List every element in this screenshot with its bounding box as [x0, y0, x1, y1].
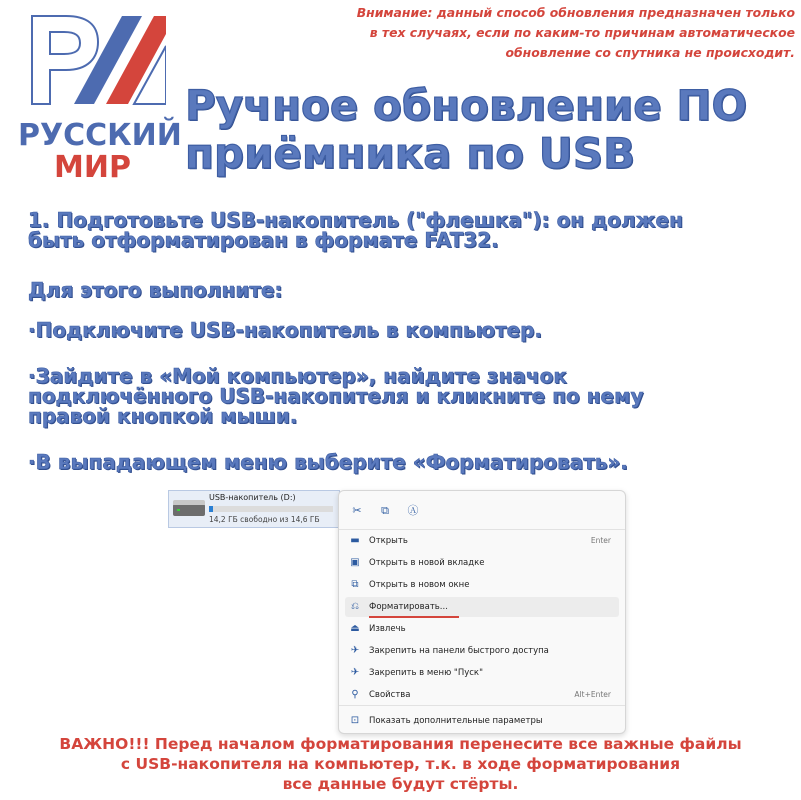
logo-mark-icon: [26, 12, 166, 112]
menu-item-shortcut: Alt+Enter: [574, 690, 611, 699]
menu-item-more-options[interactable]: [345, 711, 619, 731]
usb-drive-icon: [173, 504, 205, 516]
top-warning-line: Внимание: данный способ обновления предназначен только: [356, 5, 795, 20]
bullet-dot: ·: [28, 364, 36, 388]
menu-item-label: Свойства: [369, 690, 411, 700]
menu-item-format[interactable]: [345, 597, 619, 617]
usb-drive-tile[interactable]: [168, 490, 340, 528]
rename-icon[interactable]: Ⓐ: [407, 504, 419, 517]
cut-icon[interactable]: ✂: [352, 504, 362, 517]
properties-icon: ⚲: [351, 689, 359, 700]
pin-start-icon: ✈: [350, 667, 360, 678]
top-warning-line: в тех случаях, если по каким-то причинам автоматическое: [369, 25, 795, 40]
format-icon: ⎌: [351, 601, 359, 612]
bottom-warning-line: с USB-накопителя на компьютер, т.к. в ходе форматирования: [120, 755, 681, 773]
bullet-dot: ·: [28, 318, 36, 342]
page-title-line: приёмника по USB: [185, 129, 636, 178]
menu-divider: [339, 705, 625, 706]
menu-item-label: Открыть в новом окне: [369, 580, 470, 590]
bullet-2-text: подключённого USB-накопителя и кликните по нему: [28, 384, 644, 408]
menu-item-label: Открыть: [369, 536, 408, 546]
bullet-3: [28, 452, 628, 472]
menu-divider: [339, 529, 625, 530]
menu-item-label: Показать дополнительные параметры: [369, 716, 543, 726]
page-title: [185, 82, 795, 178]
menu-item-folder[interactable]: [345, 531, 619, 551]
explorer-screenshot: [168, 490, 626, 734]
new-window-icon: ⧉: [351, 579, 359, 590]
menu-item-properties[interactable]: [345, 685, 619, 705]
menu-item-label: Извлечь: [369, 624, 406, 634]
more-options-icon: ⊡: [350, 715, 360, 726]
menu-item-new-tab[interactable]: [345, 553, 619, 573]
drive-usage-fill: [209, 506, 213, 512]
pin-icon: ✈: [350, 645, 360, 656]
logo-word-russkiy: РУССКИЙ: [18, 118, 182, 153]
copy-icon[interactable]: ⧉: [381, 504, 389, 517]
menu-item-pin[interactable]: [345, 641, 619, 661]
bullet-2: [28, 366, 644, 426]
menu-item-eject[interactable]: [345, 619, 619, 639]
logo: [18, 12, 182, 185]
step-1-line: быть отформатирован в формате FAT32.: [28, 228, 499, 252]
step-1: [28, 210, 683, 250]
menu-item-label: Открыть в новой вкладке: [369, 558, 485, 568]
bullet-1-text: Подключите USB-накопитель в компьютер.: [35, 318, 543, 342]
logo-word-mir: МИР: [54, 150, 131, 185]
bullet-2-text: Зайдите в «Мой компьютер», найдите значок: [35, 364, 567, 388]
folder-icon: ▬: [350, 535, 360, 546]
bottom-warning: [0, 734, 801, 794]
menu-item-label: Форматировать...: [369, 602, 448, 612]
step-intro: Для этого выполните:: [28, 278, 283, 302]
drive-name: USB-накопитель (D:): [209, 493, 296, 502]
bottom-warning-line: ВАЖНО!!! Перед началом форматирования перенесите все важные файлы: [59, 735, 742, 753]
bullet-3-text: В выпадающем меню выберите «Форматировать».: [35, 450, 629, 474]
bullet-2-text: правой кнопкой мыши.: [28, 404, 298, 428]
top-warning: [195, 3, 795, 63]
highlight-underline: [369, 616, 459, 618]
menu-item-shortcut: Enter: [590, 536, 611, 545]
bottom-warning-line: все данные будут стёрты.: [282, 775, 519, 793]
context-menu-quick-actions: [347, 499, 431, 523]
top-warning-line: обновление со спутника не происходит.: [505, 45, 795, 60]
context-menu: [338, 490, 626, 734]
new-tab-icon: ▣: [350, 557, 360, 568]
step-1-line: 1. Подготовьте USB-накопитель ("флешка"): он должен: [28, 208, 683, 232]
menu-item-pin-start[interactable]: [345, 663, 619, 683]
drive-free-space: 14,2 ГБ свободно из 14,6 ГБ: [209, 515, 320, 524]
menu-item-label: Закрепить в меню "Пуск": [369, 668, 483, 678]
page-title-line: Ручное обновление ПО: [185, 81, 748, 130]
menu-item-label: Закрепить на панели быстрого доступа: [369, 646, 549, 656]
bullet-dot: ·: [28, 450, 36, 474]
bullet-1: [28, 320, 542, 340]
eject-icon: ⏏: [350, 623, 360, 634]
drive-usage-bar: [209, 506, 333, 512]
menu-item-new-window[interactable]: [345, 575, 619, 595]
